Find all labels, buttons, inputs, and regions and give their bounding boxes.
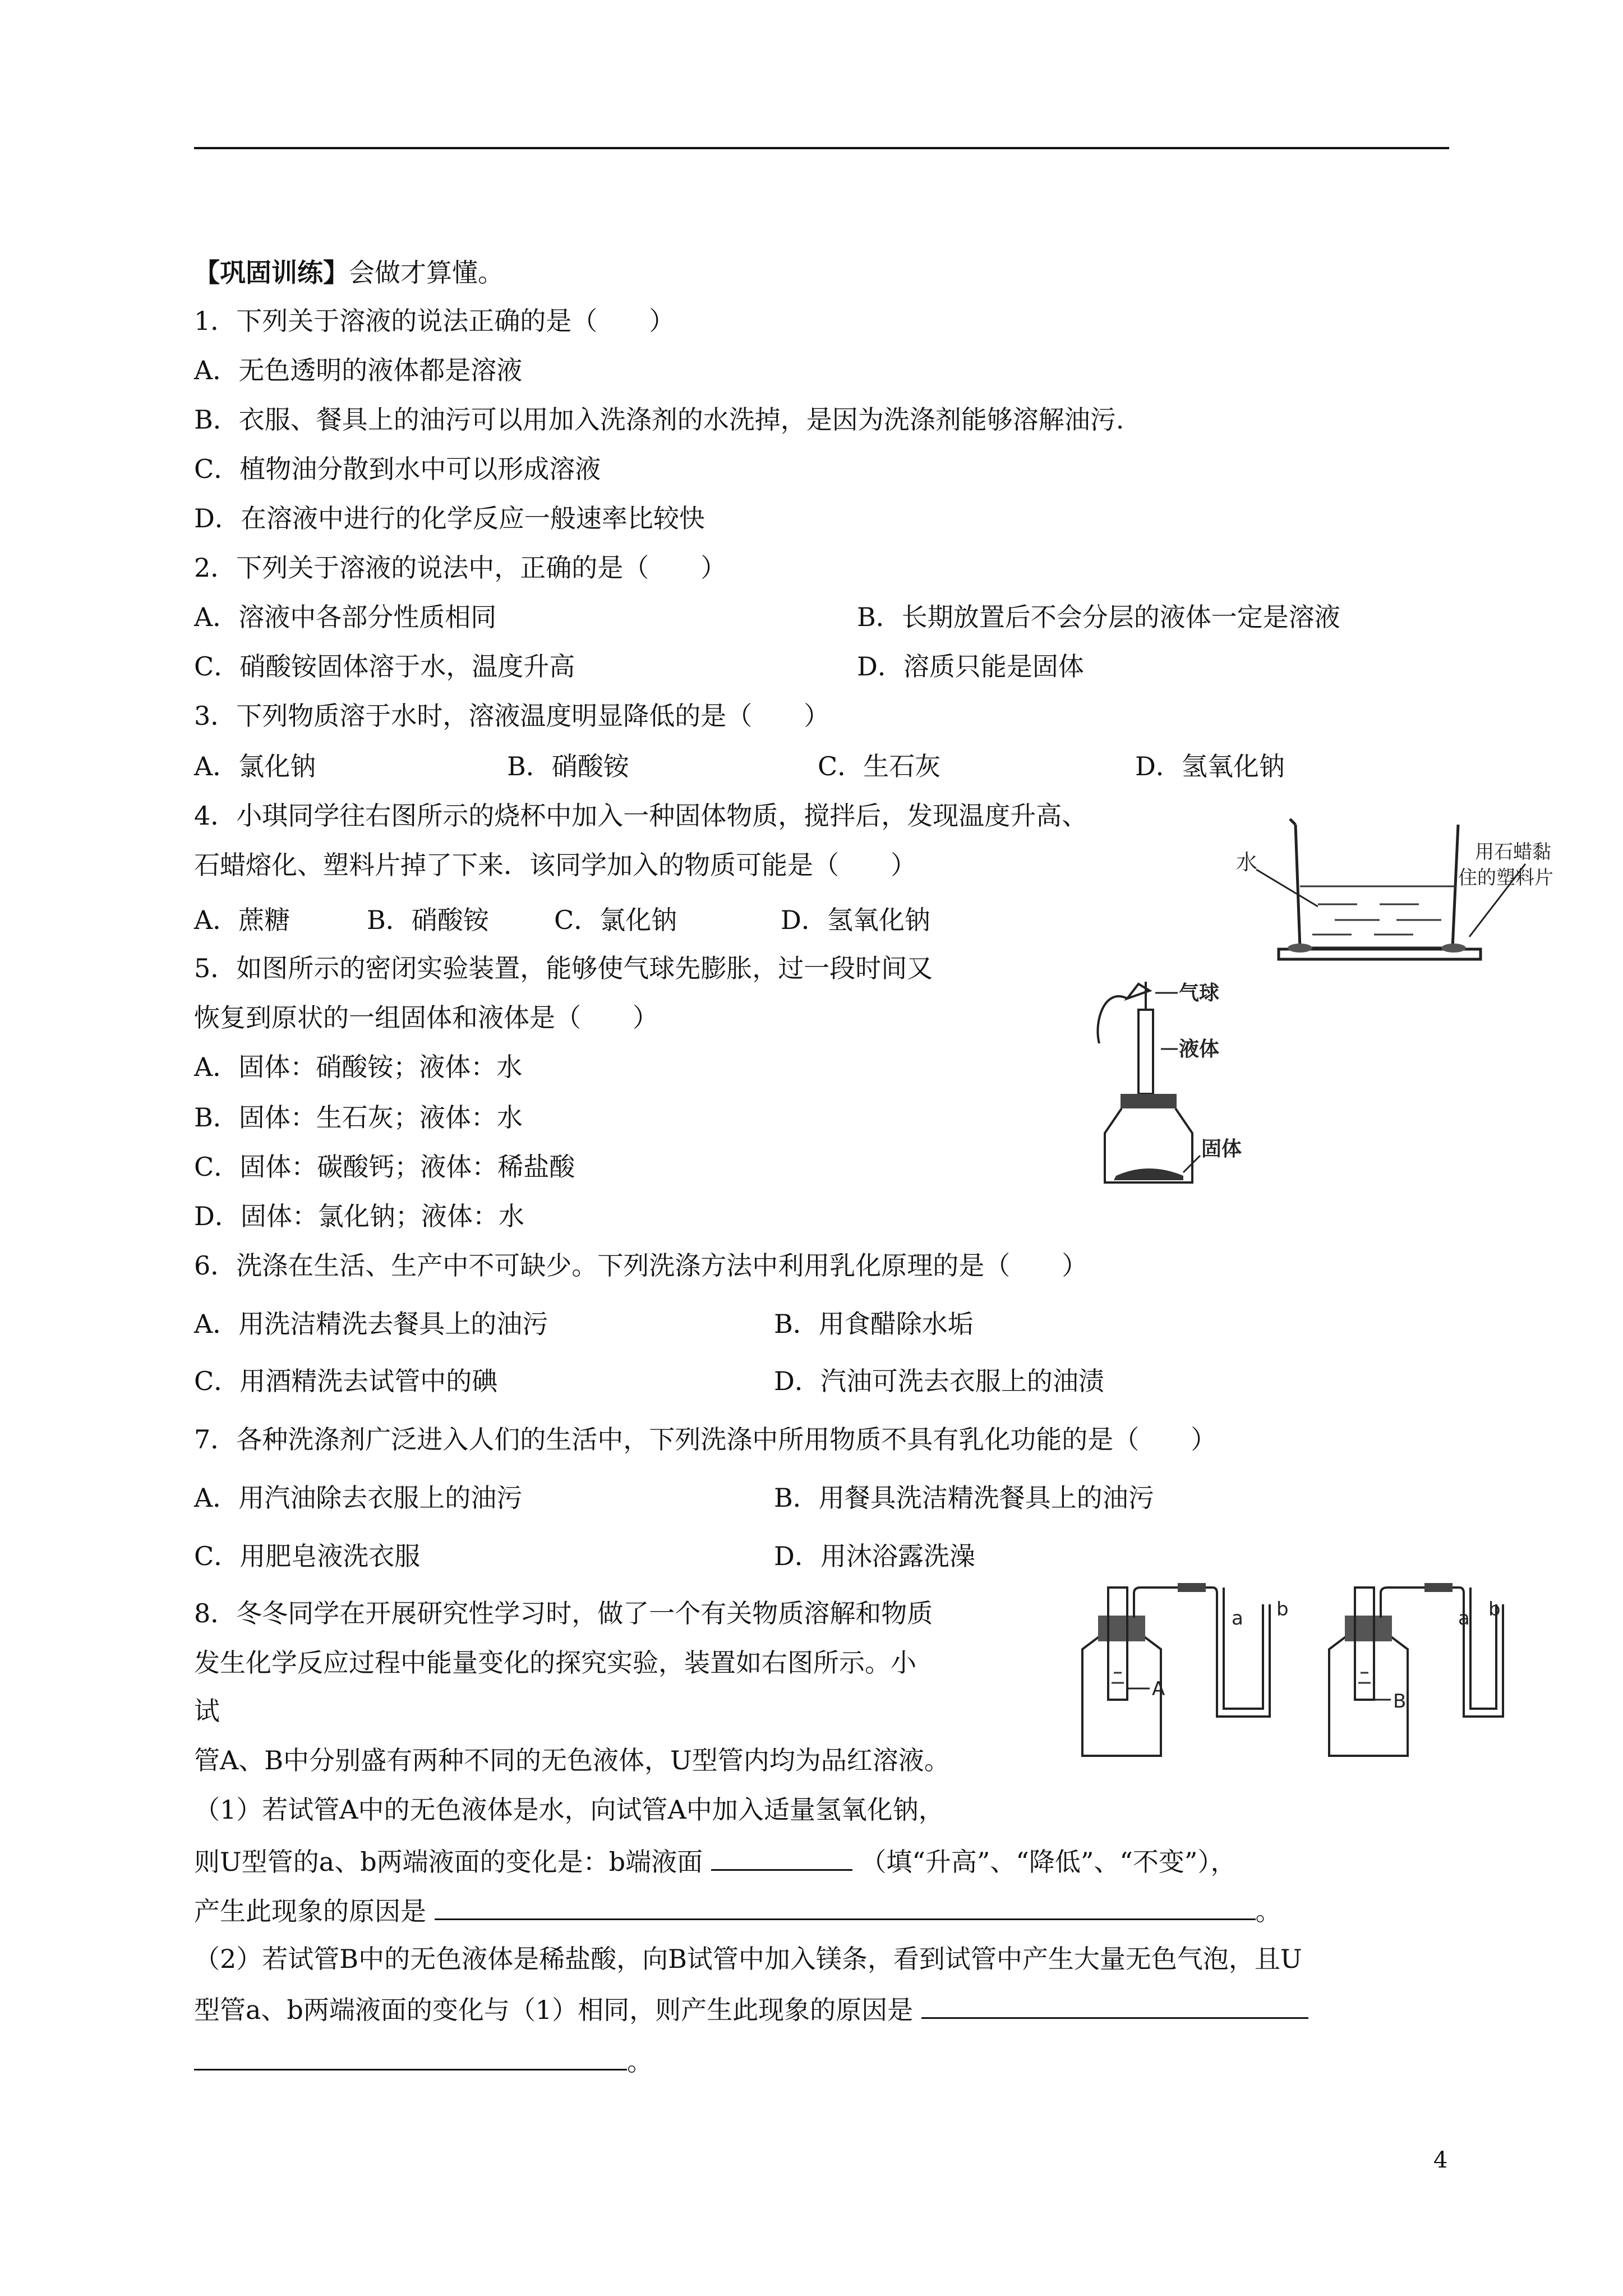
apparatus-b — [1329, 1583, 1503, 1756]
blank-reason-2a[interactable] — [921, 1991, 1308, 2019]
fig-A-label: A — [1152, 1678, 1165, 1700]
q8-part1-line1: （1）若试管A中的无色液体是水，向试管A中加入适量氢氧化钠， — [194, 1795, 944, 1825]
fig-water-label: 水 — [1236, 850, 1258, 875]
q4-stem-line1: 4．小琪同学往右图所示的烧杯中加入一种固体物质，搅拌后，发现温度升高、 — [194, 800, 1088, 831]
q7-option-a: A．用汽油除去衣服上的油污 — [194, 1483, 523, 1513]
wax-left — [1288, 944, 1312, 953]
q8-line1: 8．冬冬同学在开展研究性学习时，做了一个有关物质溶解和物质 — [194, 1598, 933, 1628]
q3-option-d: D．氢氧化钠 — [1135, 751, 1285, 781]
blank-reason-2b[interactable] — [194, 2043, 627, 2070]
apparatus-a — [1082, 1583, 1289, 1756]
q4-option-c: C．氯化钠 — [554, 905, 677, 935]
q7-option-b: B．用餐具洗洁精洗餐具上的油污 — [774, 1483, 1154, 1513]
q8-line3: 试 — [194, 1696, 220, 1726]
q4-option-a: A．蔗糖 — [194, 905, 291, 935]
blank-reason-1[interactable] — [435, 1893, 1256, 1920]
q1-stem: 1．下列关于溶液的说法正确的是（ ） — [194, 306, 675, 336]
fig-wax-label-2: 住的塑料片 — [1458, 867, 1553, 889]
q8-part2-line3: 。 — [194, 2043, 653, 2078]
q2-option-b: B．长期放置后不会分层的液体一定是溶液 — [857, 602, 1340, 632]
fig-b-label-right: b — [1488, 1598, 1501, 1621]
q3-option-b: B．硝酸铵 — [507, 751, 629, 781]
q5-stem-line2: 恢复到原状的一组固体和液体是（ ） — [194, 1002, 658, 1033]
fig-a-label-left: a — [1232, 1607, 1243, 1630]
fig-wax-label-1: 用石蜡黏 — [1475, 841, 1551, 863]
solid-sample — [1114, 1168, 1183, 1180]
water-pointer — [1256, 869, 1318, 907]
q4-stem-line2: 石蜡熔化、塑料片掉了下来．该同学加入的物质可能是（ ） — [194, 850, 916, 880]
q7-option-c: C．用肥皂液洗衣服 — [194, 1541, 421, 1571]
fig-solid-label: 固体 — [1201, 1138, 1242, 1161]
q5-stem-line1: 5．如图所示的密闭实验装置，能够使气球先膨胀，过一段时间又 — [194, 953, 933, 983]
q1-option-d: D．在溶液中进行的化学反应一般速率比较快 — [194, 503, 705, 533]
wax-right — [1441, 944, 1466, 953]
q3-stem: 3．下列物质溶于水时，溶液温度明显降低的是（ ） — [194, 701, 830, 731]
q2-option-c: C．硝酸铵固体溶于水，温度升高 — [194, 651, 575, 682]
q3-option-a: A．氯化钠 — [194, 751, 316, 781]
q2-option-d: D．溶质只能是固体 — [857, 651, 1084, 682]
q2-option-a: A．溶液中各部分性质相同 — [194, 602, 497, 632]
q7-stem: 7．各种洗涤剂广泛进入人们的生活中，下列洗涤中所用物质不具有乳化功能的是（ ） — [194, 1424, 1217, 1455]
fig-liquid-label: 液体 — [1179, 1038, 1220, 1061]
q1-option-a: A．无色透明的液体都是溶液 — [194, 355, 523, 385]
q8-line4: 管A、B中分别盛有两种不同的无色液体，U型管内均为品红溶液。 — [194, 1745, 950, 1775]
u-tube-apparatus-figure — [1066, 1571, 1514, 1761]
q1-option-c: C．植物油分散到水中可以形成溶液 — [194, 454, 601, 484]
q6-option-d: D．汽油可洗去衣服上的油渍 — [774, 1366, 1104, 1396]
q3-option-c: C．生石灰 — [818, 751, 941, 781]
q7-option-d: D．用沐浴露洗澡 — [774, 1541, 975, 1571]
q2-stem: 2．下列关于溶液的说法中，正确的是（ ） — [194, 553, 727, 583]
fig-balloon-label: 气球 — [1179, 982, 1220, 1005]
page-number: 4 — [1433, 2147, 1448, 2173]
q8-part1-line2: 则U型管的a、b两端液面的变化是：b端液面 （填“升高”、“降低”、“不变”）， — [194, 1843, 1236, 1879]
funnel-tube — [1138, 1010, 1153, 1094]
header-rule — [194, 147, 1449, 149]
q4-option-b: B．硝酸铵 — [367, 905, 489, 935]
stopper — [1121, 1094, 1177, 1108]
q6-stem: 6．洗涤在生活、生产中不可缺少。下列洗涤方法中利用乳化原理的是（ ） — [194, 1250, 1088, 1281]
blank-b-level[interactable] — [711, 1843, 852, 1871]
q6-option-a: A．用洗洁精洗去餐具上的油污 — [194, 1309, 548, 1339]
q6-option-b: B．用食醋除水垢 — [774, 1309, 974, 1339]
q5-option-c: C．固体：碳酸钙；液体：稀盐酸 — [194, 1152, 575, 1182]
section-heading: 【巩固训练】会做才算懂。 — [194, 257, 504, 288]
beaker-shape — [1290, 819, 1458, 948]
q1-option-b: B．衣服、餐具上的油污可以用加入洗涤剂的水洗掉，是因为洗涤剂能够溶解油污. — [194, 404, 1124, 435]
q8-line2: 发生化学反应过程中能量变化的探究实验，装置如右图所示。小 — [194, 1648, 916, 1678]
q8-part2-line1: （2）若试管B中的无色液体是稀盐酸，向B试管中加入镁条，看到试管中产生大量无色气泡，且U — [194, 1944, 1302, 1974]
water-lines — [1300, 886, 1456, 935]
q5-option-d: D．固体：氯化钠；液体：水 — [194, 1201, 524, 1231]
fig-a-label-right: a — [1458, 1607, 1470, 1630]
beaker-figure — [1234, 808, 1581, 982]
q5-option-a: A．固体：硝酸铵；液体：水 — [194, 1052, 523, 1082]
fig-B-label: B — [1393, 1690, 1407, 1713]
balloon-apparatus-figure — [1082, 965, 1251, 1189]
q5-option-b: B．固体：生石灰；液体：水 — [194, 1102, 523, 1133]
fig-b-label-left: b — [1276, 1598, 1289, 1621]
q8-part2-line2: 型管a、b两端液面的变化与（1）相同，则产生此现象的原因是 — [194, 1991, 1308, 2027]
q6-option-c: C．用酒精洗去试管中的碘 — [194, 1366, 498, 1396]
q8-part1-line3: 产生此现象的原因是 。 — [194, 1893, 1281, 1928]
q4-option-d: D．氢氧化钠 — [781, 905, 930, 935]
balloon-shape — [1098, 996, 1127, 1043]
